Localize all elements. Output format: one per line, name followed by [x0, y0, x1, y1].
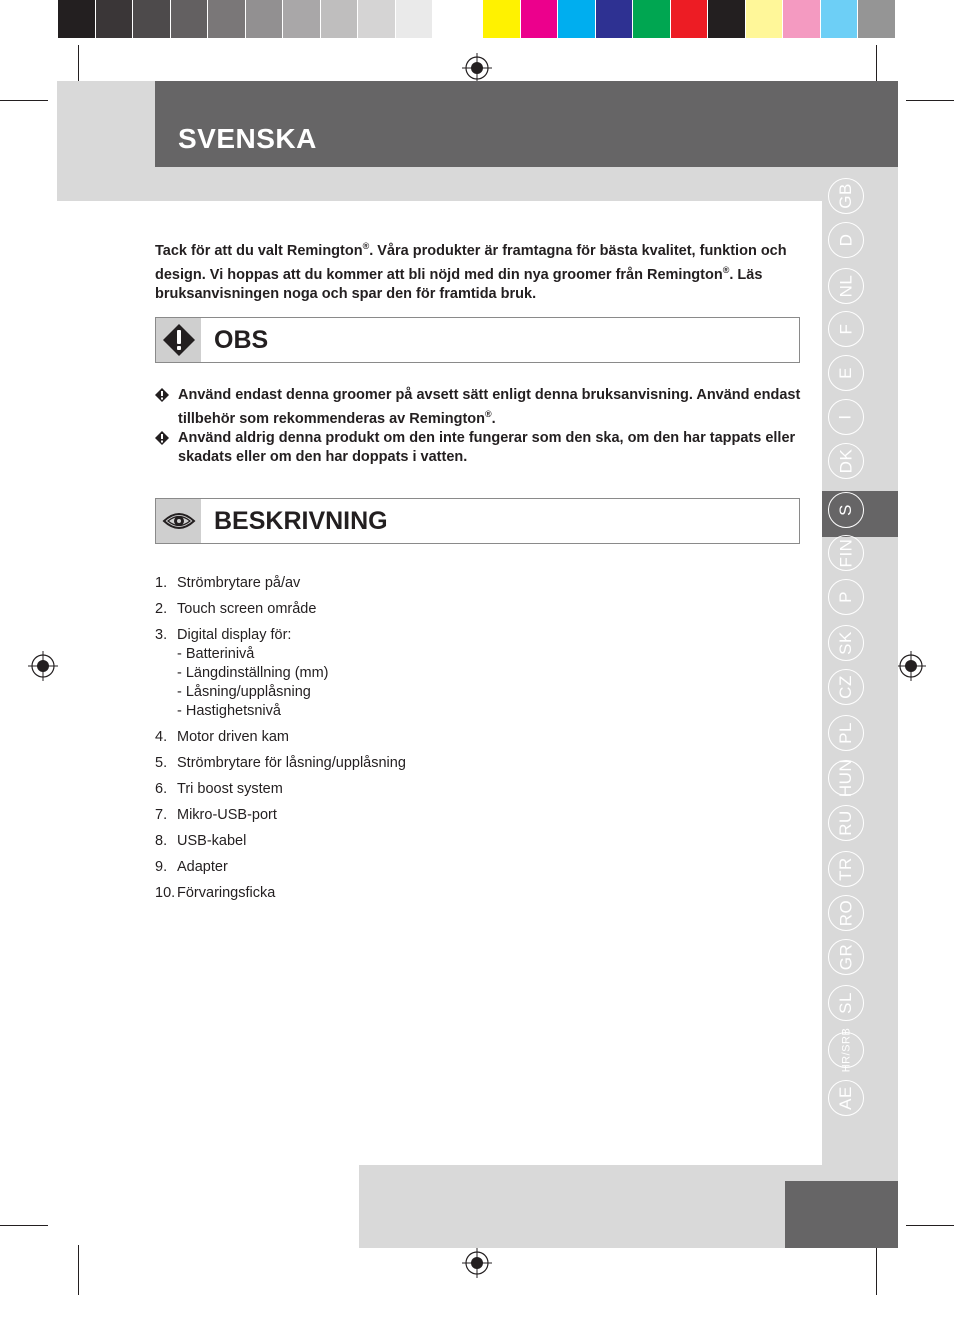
list-item-text: Tri boost system [177, 781, 283, 797]
calibration-swatch [133, 0, 171, 38]
calibration-swatch [246, 0, 284, 38]
beskrivning-section-header [155, 498, 800, 544]
list-item-text: Adapter [177, 859, 228, 875]
display-sub-item: - Batterinivå [177, 646, 255, 662]
registered-mark: ® [485, 409, 492, 419]
language-tab-nl[interactable] [828, 268, 864, 304]
language-tab-ru[interactable] [828, 805, 864, 841]
registered-mark: ® [362, 241, 370, 251]
registration-mark-icon [896, 651, 926, 681]
crop-mark [906, 1225, 954, 1226]
language-tab-label: E [836, 367, 855, 379]
crop-mark [906, 100, 954, 101]
language-tab-label: HUN [836, 758, 855, 798]
crop-mark [876, 1245, 877, 1295]
list-item-number: 1. [155, 575, 168, 591]
calibration-swatch [821, 0, 859, 38]
list-item [155, 754, 655, 773]
registration-mark-icon [462, 1248, 492, 1278]
calibration-swatch [521, 0, 559, 38]
list-item [155, 832, 655, 851]
language-tab-gr[interactable] [828, 939, 864, 975]
language-tab-label: NL [835, 274, 855, 298]
intro-text: Tack för att du valt Remington [155, 242, 363, 259]
calibration-swatch [396, 0, 434, 38]
page-number-box [785, 1181, 898, 1248]
language-tab-label: HR/SRB [840, 1027, 852, 1073]
language-tab-label: DK [836, 448, 855, 474]
language-tab-label: TR [835, 857, 855, 881]
language-tab-gb[interactable] [828, 178, 864, 214]
obs-item-text: . [491, 410, 496, 427]
list-item [155, 884, 655, 903]
language-tab-sk[interactable] [828, 625, 864, 661]
list-item-number: 8. [155, 833, 168, 849]
intro-paragraph [155, 237, 805, 304]
calibration-swatch [483, 0, 521, 38]
warning-bullet-icon [155, 431, 169, 445]
language-tab-fin[interactable] [828, 535, 864, 571]
list-item [155, 574, 655, 593]
intro-text: . Läs bruksanvisningen noga och spar den för framtida bruk. [155, 266, 763, 302]
language-tab-ro[interactable] [828, 895, 864, 931]
list-item-number: 7. [155, 807, 168, 823]
language-tab-label: I [835, 414, 855, 420]
list-item-text: Touch screen område [177, 601, 317, 617]
list-item-text: USB-kabel [177, 833, 247, 849]
language-tab-cz[interactable] [828, 669, 864, 705]
eye-icon [156, 499, 201, 543]
calibration-swatch [283, 0, 321, 38]
crop-mark [0, 100, 48, 101]
language-tab-p[interactable] [828, 579, 864, 615]
language-tab-label: GB [836, 183, 855, 209]
list-item-number: 5. [155, 755, 168, 771]
list-item [155, 780, 655, 799]
registration-mark-icon [28, 651, 58, 681]
list-item [155, 429, 805, 467]
language-tab-i[interactable] [828, 399, 864, 435]
color-calibration-bar [483, 0, 896, 40]
language-tab-hun[interactable] [828, 760, 864, 796]
calibration-swatch [321, 0, 359, 38]
calibration-swatch [96, 0, 134, 38]
obs-item-text: Använd endast denna groomer på avsett sätt enligt denna bruksanvisning. Använd endast tillbehör som rekommenderas av Remington [178, 387, 801, 427]
list-item [155, 386, 805, 429]
list-item-text: Digital display för: [177, 627, 292, 643]
calibration-swatch [433, 0, 471, 38]
calibration-swatch [858, 0, 896, 38]
language-tab-hr-srb[interactable] [828, 1027, 864, 1073]
language-tab-f[interactable] [828, 311, 864, 347]
registered-mark: ® [722, 264, 730, 275]
registration-mark-icon [462, 53, 492, 83]
list-item-number: 9. [155, 859, 168, 875]
language-tab-d[interactable] [828, 222, 864, 258]
list-item [155, 806, 655, 825]
calibration-swatch [633, 0, 671, 38]
calibration-swatch [358, 0, 396, 38]
list-item-number: 10. [155, 885, 176, 901]
crop-mark [78, 1245, 79, 1295]
list-item-number: 6. [155, 781, 168, 797]
language-tab-label: S [836, 504, 855, 516]
language-tab-sl[interactable] [828, 985, 864, 1021]
calibration-swatch [208, 0, 246, 38]
beskrivning-title: BESKRIVNING [214, 507, 388, 535]
list-item-number: 2. [155, 601, 168, 617]
warning-bullet-icon [155, 388, 169, 402]
language-tab-label: FIN [835, 538, 855, 568]
language-tab-label: RU [836, 810, 855, 836]
crop-mark [0, 1225, 48, 1226]
obs-title: OBS [214, 326, 269, 354]
list-item-text: Motor driven kam [177, 729, 290, 745]
list-item-number: 3. [155, 627, 168, 643]
display-sub-item: - Låsning/upplåsning [177, 684, 311, 700]
list-item [155, 858, 655, 877]
language-tab-label: SL [835, 992, 855, 1014]
calibration-swatch [58, 0, 96, 38]
calibration-swatch [783, 0, 821, 38]
obs-item-text: Använd aldrig denna produkt om den inte fungerar som den ska, om den har tappats eller skadats eller om den har doppats i vatten. [178, 429, 796, 465]
list-item-text: Förvaringsficka [177, 885, 276, 901]
language-tab-label: P [836, 591, 855, 603]
language-tab-label: GR [836, 943, 855, 971]
calibration-swatch [558, 0, 596, 38]
page-title: SVENSKA [178, 123, 317, 154]
calibration-swatch [671, 0, 709, 38]
language-tab-label: SK [836, 631, 855, 655]
list-item [155, 600, 655, 619]
list-item-number: 4. [155, 729, 168, 745]
language-tab-s[interactable] [828, 492, 864, 528]
language-tab-ae[interactable] [828, 1080, 864, 1116]
language-tab-tr[interactable] [828, 851, 864, 887]
list-item-text: Mikro-USB-port [177, 807, 277, 823]
display-sub-item: - Hastighetsnivå [177, 703, 281, 719]
calibration-swatch [171, 0, 209, 38]
obs-list [155, 386, 805, 467]
language-tab-label: PL [835, 722, 855, 744]
language-tab-e[interactable] [828, 355, 864, 391]
language-tab-dk[interactable] [828, 443, 864, 479]
language-tab-pl[interactable] [828, 715, 864, 751]
grayscale-calibration-bar [58, 0, 471, 40]
intro-text: . Våra produkter är framtagna för bästa kvalitet, funktion och design. Vi hoppas att du kommer att bli nöjd med din nya groomer från Remington [155, 242, 787, 283]
obs-section-header [155, 317, 800, 363]
calibration-swatch [708, 0, 746, 38]
list-item [155, 626, 655, 721]
list-item-text: Strömbrytare på/av [177, 575, 301, 591]
language-tab-label: CZ [835, 675, 855, 699]
description-list [155, 574, 655, 910]
calibration-swatch [746, 0, 784, 38]
list-item [155, 728, 655, 747]
language-tab-label: RO [836, 899, 855, 927]
language-tab-label: AE [836, 1086, 855, 1110]
list-item-text: Strömbrytare för låsning/upplåsning [177, 755, 406, 771]
language-tab-label: D [836, 233, 855, 247]
display-sub-item: - Längdinställning (mm) [177, 665, 329, 681]
warning-icon [156, 318, 201, 362]
calibration-swatch [596, 0, 634, 38]
language-tab-label: F [835, 323, 855, 335]
